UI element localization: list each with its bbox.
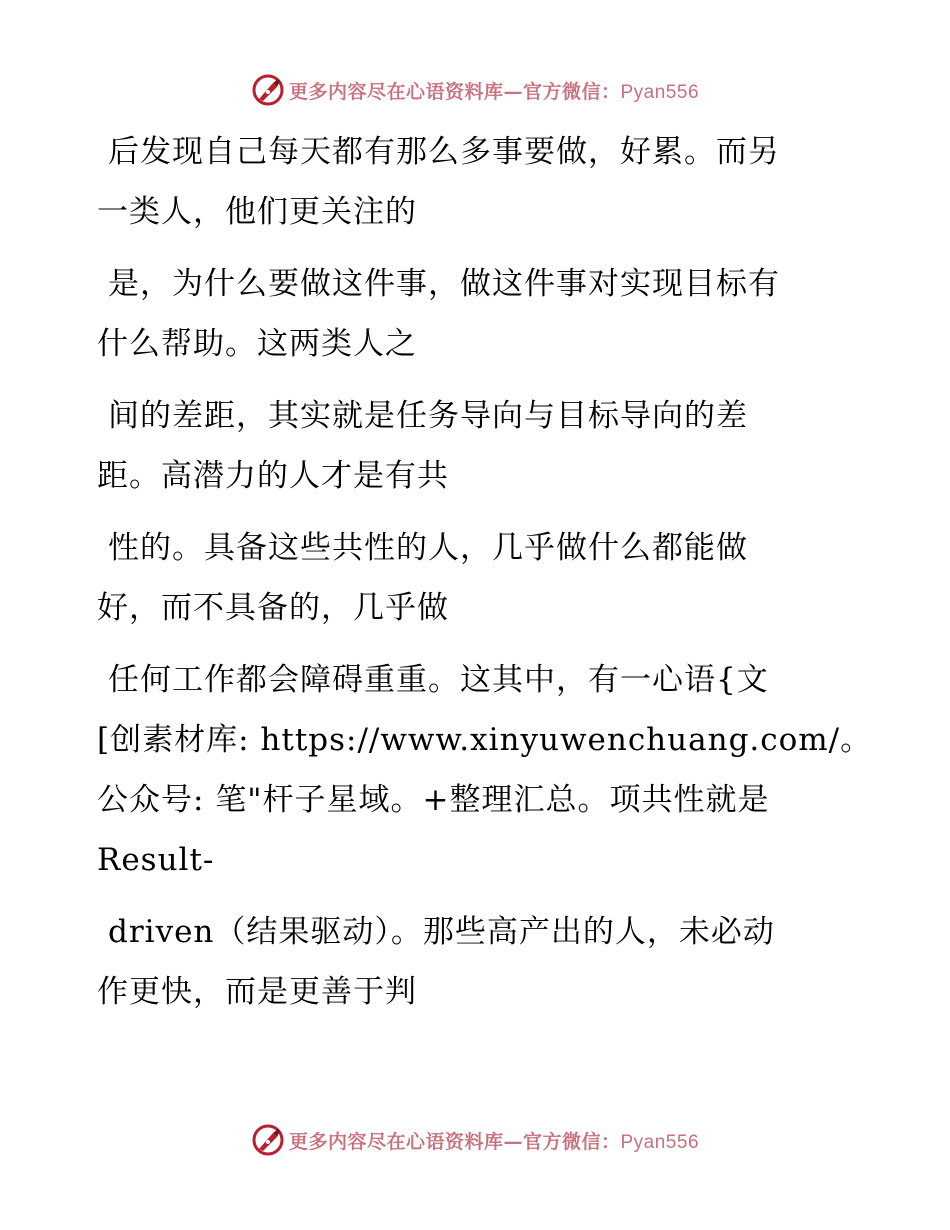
paragraph [97, 902, 837, 1022]
pen-logo-icon [251, 1123, 285, 1157]
banner-text: 更多内容尽在心语资料库—官方微信：Pyan556 [288, 80, 700, 103]
document-body [97, 122, 873, 1034]
paragraph [97, 650, 873, 890]
text-line: Result- [97, 842, 215, 878]
text-line: 距。高潜力的人才是有共 [97, 458, 449, 494]
text-line: driven（结果驱动）。那些高产出的人，未必动 [108, 914, 775, 950]
paragraph [97, 122, 837, 242]
text-line: 间的差距，其实就是任务导向与目标导向的差 [108, 398, 748, 434]
footer-banner [0, 1120, 950, 1160]
text-line: 好，而不具备的，几乎做 [97, 590, 449, 626]
paragraph [97, 386, 837, 506]
text-line: [创素材库: https://www.xinyuwenchuang.com/。 [97, 722, 873, 758]
text-line: 性的。具备这些共性的人，几乎做什么都能做 [108, 530, 748, 566]
paragraph [97, 254, 837, 374]
text-line: 作更快，而是更善于判 [97, 974, 417, 1010]
header-banner [0, 70, 950, 110]
text-line: 一类人，他们更关注的 [97, 194, 417, 230]
banner-text: 更多内容尽在心语资料库—官方微信：Pyan556 [288, 1130, 700, 1153]
text-line: 是，为什么要做这件事，做这件事对实现目标有 [108, 266, 780, 302]
text-line: 任何工作都会障碍重重。这其中，有一心语{文 [108, 662, 769, 698]
text-line: 公众号: 笔"杆子星域。+整理汇总。项共性就是 [97, 782, 770, 818]
text-line: 后发现自己每天都有那么多事要做，好累。而另 [108, 134, 780, 170]
pen-logo-icon [251, 73, 285, 107]
paragraph [97, 518, 837, 638]
text-line: 什么帮助。这两类人之 [97, 326, 417, 362]
